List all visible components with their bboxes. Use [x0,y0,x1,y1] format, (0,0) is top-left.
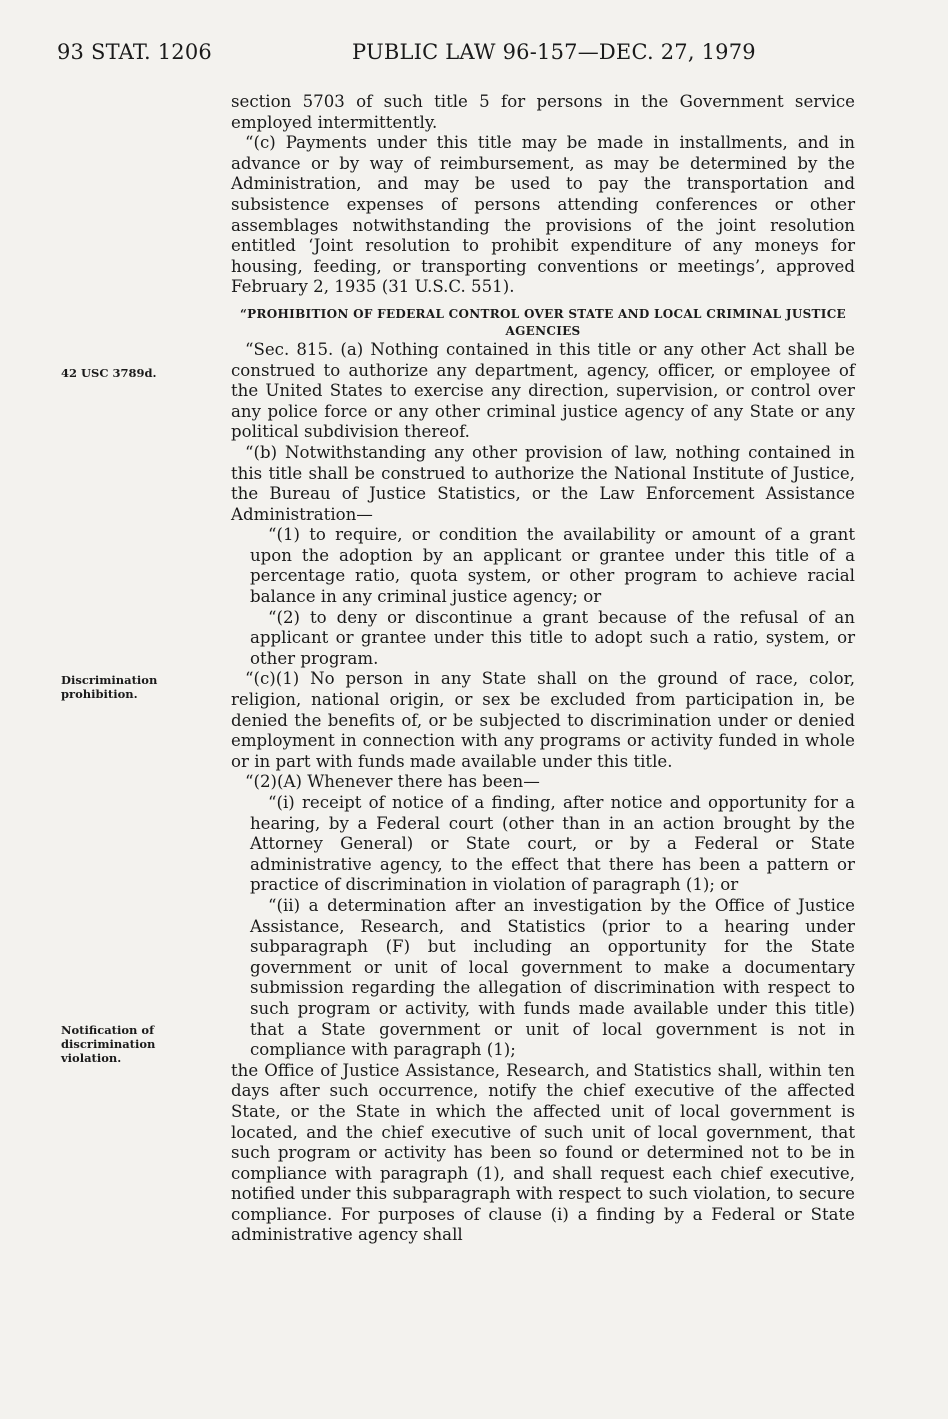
margin-note-line: Notification of [61,1023,155,1037]
margin-note-usc [61,366,206,380]
statute-page-number: 93 STAT. 1206 [57,40,212,64]
paragraph: “(2)(A) Whenever there has been— [245,772,540,792]
paragraph: “(b) Notwithstanding any other provision of law, nothing contained in this title shall be construed to authorize the National Institute of Justice, the Bureau of Justice Statistics, or the Law Enforcement Assistance Administration— [231,442,855,524]
margin-note-line: discrimination [61,1037,156,1051]
paragraph: “(c)(1) No person in any State shall on the ground of race, color, religion, national origin, or sex be excluded from participation in, be denied the benefits of, or be subjected to discrimination under or denied employment in connection with any programs or activity funded in whole or in part with funds made available under this title. [231,669,855,771]
paragraph: the Office of Justice Assistance, Research, and Statistics shall, within ten days after such occurrence, notify the chief executive of the affected State, or the State in which the affected unit of local government is located, and the chief executive of such unit of local government, that such program or activity has been so found or determined not to be in compliance with paragraph (1), and shall request each chief executive, notified under this subparagraph with respect to such violation, to secure compliance. For purposes of clause (i) a finding by a Federal or State administrative agency shall [231,1060,855,1245]
paragraph: “(2) to deny or discontinue a grant because of the refusal of an applicant or grantee under this title to adopt such a ratio, system, or other program. [250,607,855,668]
margin-note-notification [61,1023,206,1065]
section-heading: “PROHIBITION OF FEDERAL CONTROL OVER STATE AND LOCAL CRIMINAL JUSTICE AGENCIES [239,306,846,338]
paragraph: “(ii) a determination after an investigation by the Office of Justice Assistance, Research, and Statistics (prior to a hearing under subparagraph (F) but including an opportunity for the State government or unit of local government to make a documentary submission regarding the allegation of discrimination with respect to such program or activity, with funds made available under this title) that a State government or unit of local government is not in compliance with paragraph (1); [250,895,855,1060]
paragraph: “(i) receipt of notice of a finding, after notice and opportunity for a hearing, by a Federal court (other than in an action brought by the Attorney General) or State court, or by a Federal or State administrative agency, to the effect that there has been a pattern or practice of discrimination in violation of paragraph (1); or [250,793,855,895]
paragraph: “(1) to require, or condition the availability or amount of a grant upon the adoption by an applicant or grantee under this title of a percentage ratio, quota system, or other program to achieve racial balance in any criminal justice agency; or [250,525,855,607]
paragraph: “Sec. 815. (a) Nothing contained in this title or any other Act shall be construed to authorize any department, agency, officer, or employee of the United States to exercise any direction, supervision, or control over any police force or any other criminal justice agency of any State or any political subdivision thereof. [231,339,855,442]
margin-note-discrimination [61,673,206,701]
margin-note-line: Discrimination [61,673,158,687]
margin-note-line: prohibition. [61,687,138,701]
paragraph: “(c) Payments under this title may be made in installments, and in advance or by way of reimbursement, as may be determined by the Administration, and may be used to pay the transportation and subsistence expenses of persons attending conferences or other assemblages notwithstanding the provisions of the joint resolution entitled ‘Joint resolution to prohibit expenditure of any moneys for housing, feeding, or transporting conventions or meetings’, approved February 2, 1935 (31 U.S.C. 551). [231,133,855,297]
margin-note-usc-text: 42 USC 3789d. [61,366,157,380]
body-text [231,92,855,1246]
margin-note-line: violation. [61,1051,122,1065]
paragraph: section 5703 of such title 5 for persons in the Government service employed intermittently. [231,92,855,132]
public-law-title: PUBLIC LAW 96-157—DEC. 27, 1979 [352,40,756,64]
